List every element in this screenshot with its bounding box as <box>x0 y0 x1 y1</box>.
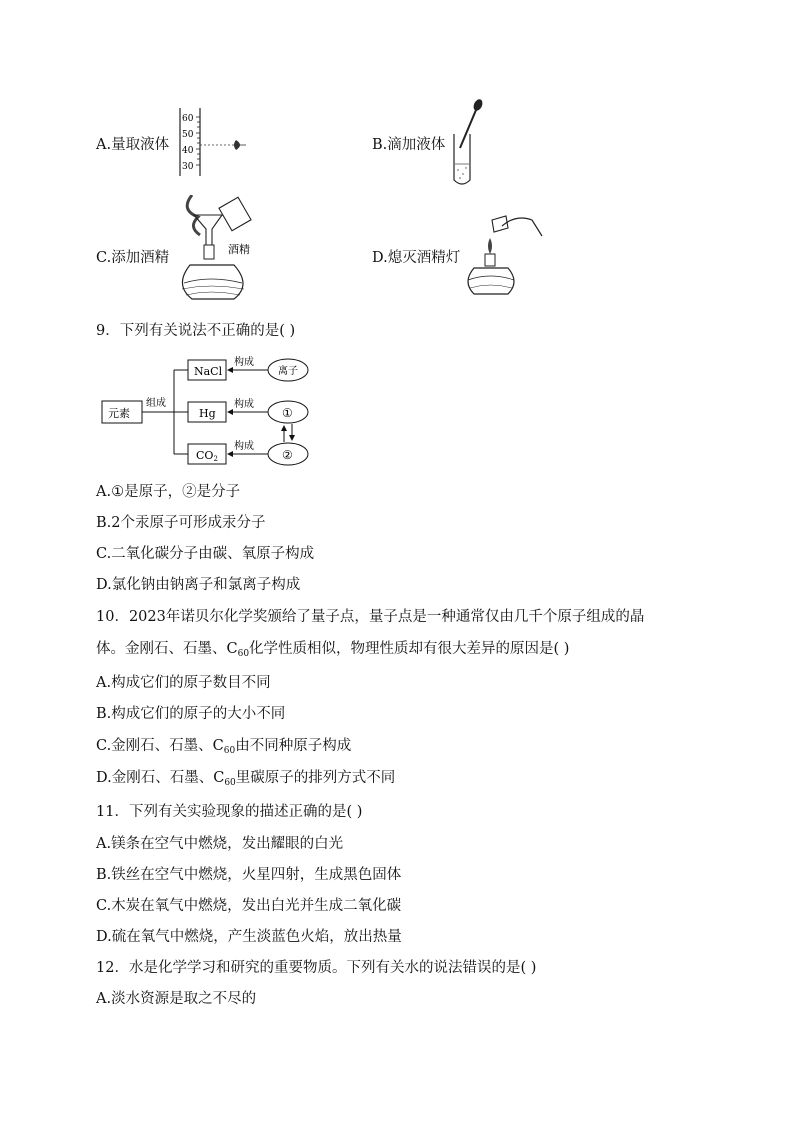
q11-option-d: D.硫在氧气中燃烧，产生淡蓝色火焰，放出热量 <box>96 929 402 945</box>
q8-option-a <box>96 133 169 154</box>
q8-option-b-text: 滴加液体 <box>387 137 446 153</box>
q10-stem-line1: 10．2023年诺贝尔化学奖颁给了量子点，量子点是一种通常仅由几千个原子组成的晶 <box>96 609 645 625</box>
nacl-label: NaCl <box>194 365 223 378</box>
q8-option-c-text: 添加酒精 <box>111 250 170 266</box>
element-label: 元素 <box>108 407 130 420</box>
q11-option-b: B.铁丝在空气中燃烧，火星四射，生成黑色固体 <box>96 867 402 883</box>
lamp-cap-icon <box>492 216 508 232</box>
q8-option-a-text: 量取液体 <box>111 137 170 153</box>
cylinder-tick-60: 60 <box>182 114 194 124</box>
circle-2-label: ② <box>282 448 293 462</box>
q9-option-d: D.氯化钠由钠离子和氯离子构成 <box>96 577 301 593</box>
dropper-bulb-icon <box>472 98 484 112</box>
dropper-test-tube-figure <box>446 96 496 188</box>
extinguishing-lamp-figure <box>462 206 546 298</box>
q8-option-d-text: 熄灭酒精灯 <box>387 250 461 266</box>
compose-label: 组成 <box>146 398 166 409</box>
q10-stem-line2: 体。金刚石、石墨、$C_{60}$化学性质相似，物理性质却有很大差异的原因是( ) <box>96 641 570 659</box>
element-composition-diagram <box>98 354 318 470</box>
q8-option-d-letter: D. <box>372 250 388 266</box>
constitute-label-1: 构成 <box>234 357 254 368</box>
q8-option-b-letter: B. <box>372 137 388 153</box>
q8-option-d <box>372 246 460 267</box>
alcohol-label: 酒精 <box>228 243 250 256</box>
cylinder-tick-30: 30 <box>182 162 194 172</box>
q9-option-b: B.2个汞原子可形成汞分子 <box>96 515 266 531</box>
ion-label: 离子 <box>278 366 298 377</box>
q9-option-a: A.①是原子，②是分子 <box>96 484 241 500</box>
circle-1-label: ① <box>282 406 293 420</box>
q10-option-b: B.构成它们的原子的大小不同 <box>96 706 286 722</box>
q11-option-c: C.木炭在氧气中燃烧，发出白光并生成二氧化碳 <box>96 898 402 914</box>
cylinder-tick-50: 50 <box>182 130 194 140</box>
q10-option-c: C.金刚石、石墨、$C_{60}$由不同种原子构成 <box>96 738 352 756</box>
co2-label: CO2 <box>196 449 218 463</box>
q8-option-c <box>96 246 169 267</box>
q11-option-a: A.镁条在空气中燃烧，发出耀眼的白光 <box>96 836 344 852</box>
q11-stem: 11．下列有关实验现象的描述正确的是( ) <box>96 804 363 820</box>
q8-option-a-letter: A. <box>96 137 112 153</box>
q12-option-a: A.淡水资源是取之不尽的 <box>96 991 257 1007</box>
graduated-cylinder-reading-figure <box>174 106 254 178</box>
q8-option-c-letter: C. <box>96 250 112 266</box>
cylinder-tick-40: 40 <box>182 146 194 156</box>
q10-option-a: A.构成它们的原子数目不同 <box>96 675 271 691</box>
constitute-label-3: 构成 <box>234 441 254 452</box>
q10-option-d: D.金刚石、石墨、$C_{60}$里碳原子的排列方式不同 <box>96 770 396 788</box>
beaker-icon <box>219 197 251 231</box>
adding-alcohol-figure <box>170 195 270 307</box>
q8-option-b <box>372 133 445 154</box>
hg-label: Hg <box>199 407 216 420</box>
funnel-icon <box>194 215 222 245</box>
q12-stem: 12．水是化学学习和研究的重要物质。下列有关水的说法错误的是( ) <box>96 960 537 976</box>
constitute-label-2: 构成 <box>234 399 254 410</box>
q9-stem: 9．下列有关说法不正确的是( ) <box>96 323 296 339</box>
q9-option-c: C.二氧化碳分子由碳、氧原子构成 <box>96 546 315 562</box>
